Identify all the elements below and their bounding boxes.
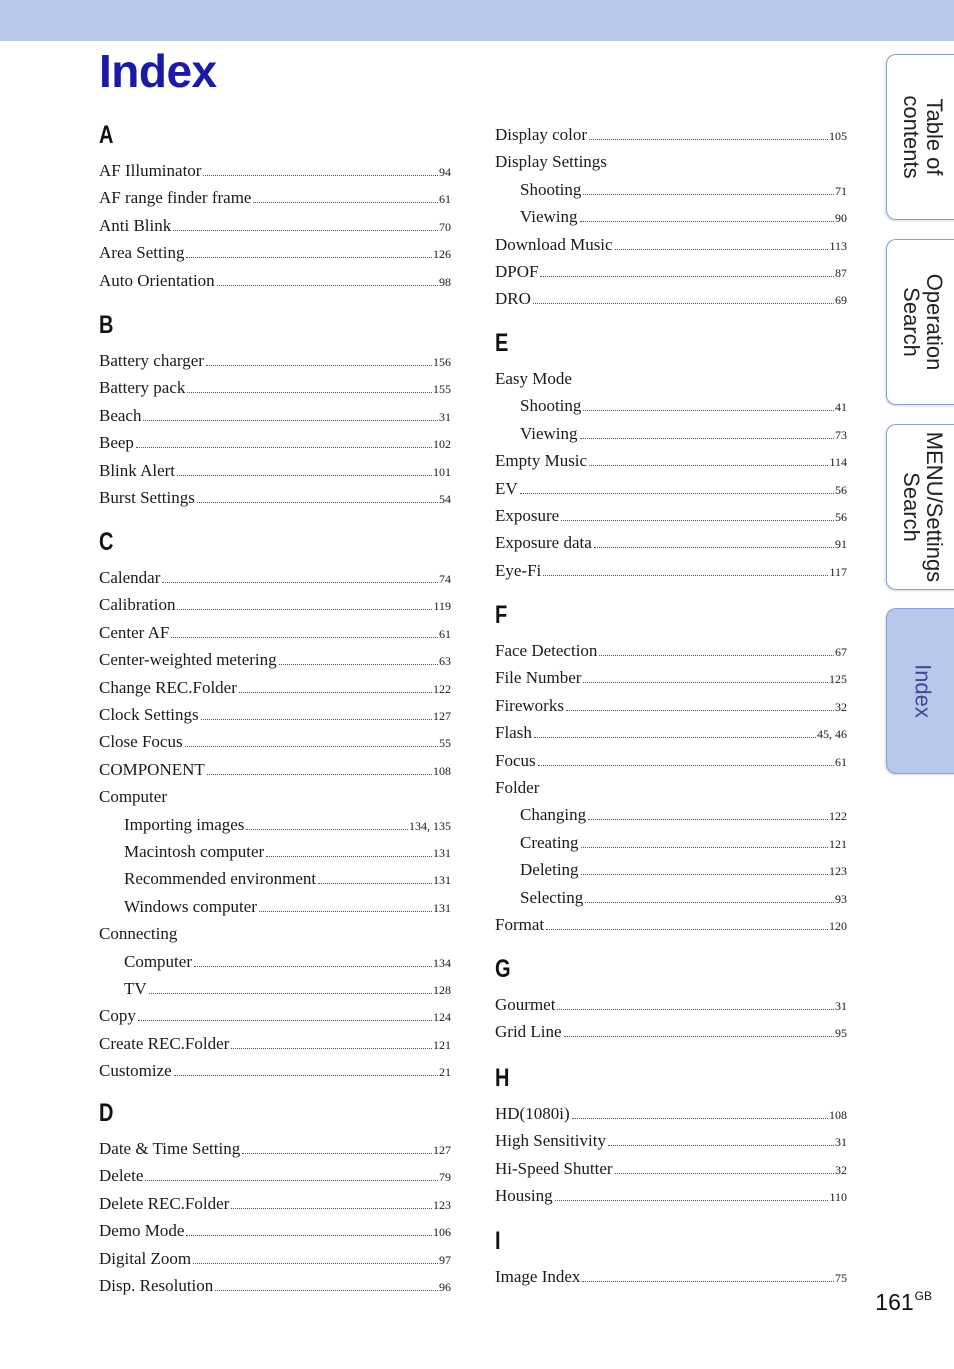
index-letter-heading: F <box>495 601 508 629</box>
index-entry-term: Selecting <box>520 887 584 907</box>
index-entry-page[interactable]: 69 <box>835 293 847 308</box>
index-letter-heading: B <box>99 311 114 339</box>
leader-dots <box>203 175 438 176</box>
index-entry-page[interactable]: 122 <box>433 681 451 696</box>
leader-dots <box>540 276 834 277</box>
tab-menu-settings-search[interactable] <box>886 424 954 590</box>
index-letter-heading: A <box>99 121 114 149</box>
index-entry-term: Burst Settings <box>99 488 195 507</box>
leader-dots <box>217 285 438 286</box>
index-entry-page[interactable]: 55 <box>439 736 451 751</box>
index-entry-term: Battery pack <box>99 378 186 398</box>
index-entry-term: Hi-Speed Shutter <box>495 1158 613 1178</box>
leader-dots <box>215 1290 438 1291</box>
index-entry-page[interactable]: 67 <box>835 645 847 659</box>
leader-dots <box>546 929 828 930</box>
index-entry[interactable] <box>495 695 847 717</box>
index-entry-page[interactable]: 117 <box>829 564 847 579</box>
page-number <box>875 1289 932 1316</box>
index-entry-term: Display color <box>495 125 588 144</box>
index-entry-term: Eye-Fi <box>495 560 542 580</box>
index-entry-page[interactable]: 56 <box>835 482 847 497</box>
index-letter-heading: C <box>99 528 114 556</box>
index-subentry[interactable] <box>124 841 451 863</box>
index-entry-page[interactable]: 122 <box>829 809 847 824</box>
index-entry-term: Deleting <box>520 860 579 880</box>
index-subentry[interactable] <box>520 804 847 826</box>
index-subentry[interactable] <box>520 423 847 445</box>
leader-dots <box>177 475 432 476</box>
leader-dots <box>149 993 432 994</box>
index-entry-page[interactable]: 74 <box>439 572 451 586</box>
index-entry-term: HD(1080i) <box>495 1104 570 1123</box>
tab-operation-search[interactable] <box>886 239 954 405</box>
index-entry-page[interactable]: 101 <box>433 464 451 479</box>
leader-dots <box>186 1235 432 1236</box>
index-entry-term: Recommended environment <box>124 869 317 889</box>
index-entry-page[interactable]: 134, 135 <box>409 818 451 833</box>
index-subentry[interactable] <box>124 978 451 1000</box>
index-subentry[interactable] <box>124 868 451 890</box>
index-entry <box>495 368 847 390</box>
leader-dots <box>318 883 432 884</box>
index-entry[interactable] <box>495 640 847 662</box>
index-entry[interactable] <box>99 594 451 616</box>
leader-dots <box>615 1173 834 1174</box>
index-entry-term: AF Illuminator <box>99 161 202 180</box>
index-entry-page[interactable]: 70 <box>439 219 451 234</box>
index-letter-heading: D <box>99 1099 114 1127</box>
index-entry-page[interactable]: 106 <box>433 1225 451 1240</box>
index-entry-page[interactable]: 94 <box>439 165 451 179</box>
index-subentry[interactable] <box>124 951 451 973</box>
index-entry-term: Creating <box>520 832 579 852</box>
index-entry-page[interactable]: 71 <box>835 183 847 198</box>
index-entry[interactable] <box>99 377 451 399</box>
index-entry-page[interactable]: 21 <box>439 1065 451 1080</box>
index-entry-page[interactable]: 108 <box>433 763 451 778</box>
index-entry-term: Housing <box>495 1186 553 1206</box>
index-entry-page[interactable]: 131 <box>433 846 451 860</box>
leader-dots <box>583 682 828 683</box>
leader-dots <box>585 902 834 903</box>
leader-dots <box>534 737 816 738</box>
index-entry <box>99 786 451 808</box>
index-entry-page[interactable]: 31 <box>835 999 847 1013</box>
index-entry <box>99 923 451 945</box>
leader-dots <box>162 582 438 583</box>
index-entry[interactable] <box>495 478 847 500</box>
side-tab-label: MENU/Settings Search <box>898 431 947 583</box>
index-entry-page[interactable]: 32 <box>835 699 847 714</box>
index-entry-term: AF range finder frame <box>99 188 252 208</box>
leader-dots <box>194 966 432 967</box>
page-number-value: 161 <box>875 1289 914 1315</box>
leader-dots <box>242 1153 432 1154</box>
index-entry[interactable] <box>495 994 847 1016</box>
index-entry-term: Format <box>495 915 545 934</box>
index-entry[interactable] <box>99 160 451 182</box>
leader-dots <box>589 465 828 466</box>
index-entry-term: Delete <box>99 1166 144 1186</box>
leader-dots <box>246 829 408 830</box>
leader-dots <box>177 609 432 610</box>
side-tab-label: Operation Search <box>898 273 947 371</box>
leader-dots <box>193 1263 438 1264</box>
index-entry-term: Face Detection <box>495 641 598 660</box>
index-entry-page[interactable]: 56 <box>835 510 847 524</box>
index-entry-term: Date & Time Setting <box>99 1139 241 1158</box>
leader-dots <box>608 1145 834 1146</box>
index-entry-page[interactable]: 102 <box>433 437 451 452</box>
index-entry-page[interactable]: 93 <box>835 891 847 906</box>
leader-dots <box>615 249 829 250</box>
index-entry[interactable] <box>495 450 847 472</box>
index-entry-page[interactable]: 63 <box>439 654 451 669</box>
index-entry[interactable] <box>99 1248 451 1270</box>
index-entry-term: Computer <box>124 951 192 971</box>
index-entry-page[interactable]: 61 <box>835 754 847 769</box>
index-entry-term: Changing <box>520 805 587 825</box>
leader-dots <box>143 420 438 421</box>
leader-dots <box>580 438 834 439</box>
index-entry[interactable] <box>99 704 451 726</box>
index-entry[interactable] <box>99 1220 451 1242</box>
leader-dots <box>197 502 438 503</box>
index-entry-page[interactable]: 97 <box>439 1252 451 1267</box>
index-entry-term: Download Music <box>495 234 613 254</box>
leader-dots <box>231 1208 432 1209</box>
index-entry[interactable] <box>99 187 451 209</box>
index-entry-page[interactable]: 119 <box>433 599 451 614</box>
side-tab-label: Table of contents <box>898 95 947 179</box>
index-entry-page[interactable]: 54 <box>439 492 451 506</box>
index-letter-heading: I <box>495 1227 501 1255</box>
index-entry-page[interactable]: 32 <box>835 1162 847 1177</box>
leader-dots <box>583 194 834 195</box>
index-entry-term: Windows computer <box>124 896 257 916</box>
leader-dots <box>566 710 834 711</box>
index-subentry[interactable] <box>520 206 847 228</box>
index-entry-term: Copy <box>99 1006 136 1026</box>
index-entry[interactable] <box>495 288 847 310</box>
leader-dots <box>589 139 828 140</box>
index-entry-page[interactable]: 113 <box>829 238 847 253</box>
leader-dots <box>138 1020 432 1021</box>
index-entry-term: Anti Blink <box>99 215 172 235</box>
index-entry[interactable] <box>495 667 847 689</box>
leader-dots <box>279 664 438 665</box>
index-entry-page[interactable]: 121 <box>433 1037 451 1052</box>
index-entry-term: Macintosh computer <box>124 842 265 861</box>
index-entry-page[interactable]: 127 <box>433 1143 451 1157</box>
leader-dots <box>520 493 834 494</box>
leader-dots <box>580 221 834 222</box>
index-entry-page[interactable]: 108 <box>829 1108 847 1122</box>
index-entry-term: Center AF <box>99 622 170 642</box>
leader-dots <box>231 1048 432 1049</box>
leader-dots <box>555 1200 829 1201</box>
leader-dots <box>599 655 834 656</box>
index-entry[interactable] <box>99 460 451 482</box>
index-entry-term: Area Setting <box>99 243 185 263</box>
index-entry <box>495 777 847 799</box>
index-entry-term: Computer <box>99 787 167 807</box>
index-entry-term: Center-weighted metering <box>99 650 277 670</box>
index-subentry[interactable] <box>520 832 847 854</box>
index-letter-heading: E <box>495 329 509 357</box>
index-entry-term: Calibration <box>99 595 176 615</box>
index-entry-term: Beach <box>99 405 142 425</box>
index-entry-page[interactable]: 128 <box>433 983 451 997</box>
header-bar <box>0 0 954 41</box>
index-subentry[interactable] <box>124 814 451 836</box>
index-subentry[interactable] <box>520 887 847 909</box>
index-entry[interactable] <box>99 405 451 427</box>
index-entry-page[interactable]: 134 <box>433 955 451 970</box>
leader-dots <box>239 692 432 693</box>
index-entry[interactable] <box>495 1103 847 1125</box>
leader-dots <box>201 719 432 720</box>
leader-dots <box>173 230 438 231</box>
index-entry[interactable] <box>99 1033 451 1055</box>
index-entry[interactable] <box>495 1158 847 1180</box>
index-entry-term: Viewing <box>520 423 578 443</box>
index-entry-page[interactable]: 123 <box>433 1197 451 1212</box>
leader-dots <box>206 365 432 366</box>
index-entry[interactable] <box>99 1138 451 1160</box>
index-entry[interactable] <box>99 215 451 237</box>
index-entry[interactable] <box>495 234 847 256</box>
index-entry-term: Disp. Resolution <box>99 1276 214 1295</box>
index-entry-page[interactable]: 121 <box>829 836 847 851</box>
index-entry[interactable] <box>99 1193 451 1215</box>
index-entry-term: Connecting <box>99 924 178 944</box>
index-entry-page[interactable]: 31 <box>439 409 451 424</box>
index-entry-term: Demo Mode <box>99 1221 185 1241</box>
index-entry-term: Easy Mode <box>495 369 572 388</box>
index-letter-heading: H <box>495 1064 510 1092</box>
index-entry-page[interactable]: 61 <box>439 192 451 207</box>
index-entry[interactable] <box>495 505 847 527</box>
index-entry-page[interactable]: 127 <box>433 709 451 723</box>
leader-dots <box>266 856 432 857</box>
index-entry-page[interactable]: 131 <box>433 900 451 915</box>
leader-dots <box>207 774 432 775</box>
index-entry[interactable] <box>495 532 847 554</box>
index-entry-term: Exposure data <box>495 533 592 553</box>
index-entry-term: EV <box>495 478 518 498</box>
leader-dots <box>185 746 438 747</box>
index-entry-page[interactable]: 131 <box>433 873 451 888</box>
index-entry-page[interactable]: 79 <box>439 1170 451 1185</box>
index-entry-term: Display Settings <box>495 152 607 172</box>
index-entry[interactable] <box>495 261 847 283</box>
index-subentry[interactable] <box>124 896 451 918</box>
index-entry[interactable] <box>495 560 847 582</box>
index-entry-term: Beep <box>99 433 134 453</box>
index-entry-term: Blink Alert <box>99 460 176 480</box>
index-entry-page[interactable]: 73 <box>835 427 847 442</box>
index-entry[interactable] <box>99 270 451 292</box>
leader-dots <box>561 520 834 521</box>
index-entry-page[interactable]: 31 <box>835 1135 847 1150</box>
leader-dots <box>564 1036 834 1037</box>
leader-dots <box>171 637 438 638</box>
index-entry-term: High Sensitivity <box>495 1131 606 1151</box>
index-entry-page[interactable]: 95 <box>835 1026 847 1041</box>
index-entry[interactable] <box>99 1060 451 1082</box>
leader-dots <box>543 575 828 576</box>
index-entry[interactable] <box>99 350 451 372</box>
index-entry[interactable] <box>495 914 847 936</box>
index-entry[interactable] <box>495 1266 847 1288</box>
index-entry-page[interactable]: 96 <box>439 1280 451 1294</box>
leader-dots <box>583 410 834 411</box>
index-entry-page[interactable]: 123 <box>829 864 847 879</box>
index-entry-term: Importing images <box>124 814 245 834</box>
index-entry-term: DRO <box>495 289 531 309</box>
index-entry-term: Close Focus <box>99 732 183 752</box>
index-entry[interactable] <box>99 567 451 589</box>
index-entry[interactable] <box>495 1021 847 1043</box>
index-entry-term: Digital Zoom <box>99 1248 192 1268</box>
leader-dots <box>557 1009 834 1010</box>
index-entry-term: Calendar <box>99 568 161 587</box>
index-entry-term: Change REC.Folder <box>99 677 237 697</box>
index-entry-term: Flash <box>495 723 532 743</box>
index-entry[interactable] <box>99 1165 451 1187</box>
index-subentry[interactable] <box>520 859 847 881</box>
leader-dots <box>186 257 432 258</box>
index-entry[interactable] <box>495 722 847 744</box>
index-entry[interactable] <box>99 432 451 454</box>
leader-dots <box>145 1180 438 1181</box>
index-entry-term: Shooting <box>520 179 582 199</box>
index-subentry[interactable] <box>520 179 847 201</box>
tab-index[interactable] <box>886 608 954 774</box>
leader-dots <box>594 547 834 548</box>
index-entry[interactable] <box>99 487 451 509</box>
index-entry-term: Focus <box>495 750 536 770</box>
index-entry-page[interactable]: 91 <box>835 537 847 552</box>
index-entry[interactable] <box>99 759 451 781</box>
index-entry[interactable] <box>99 677 451 699</box>
index-entry-term: COMPONENT <box>99 759 205 779</box>
index-entry[interactable] <box>99 242 451 264</box>
index-letter-heading: G <box>495 955 511 983</box>
index-entry[interactable] <box>495 1185 847 1207</box>
leader-dots <box>136 447 432 448</box>
index-entry-page[interactable]: 105 <box>829 129 847 143</box>
leader-dots <box>581 874 828 875</box>
index-entry-page[interactable]: 156 <box>433 355 451 369</box>
leader-dots <box>259 911 432 912</box>
index-entry-page[interactable]: 87 <box>835 266 847 280</box>
tab-table-of-contents[interactable] <box>886 54 954 220</box>
index-entry-page[interactable]: 124 <box>433 1010 451 1025</box>
index-entry[interactable] <box>99 649 451 671</box>
index-entry-term: Viewing <box>520 207 578 227</box>
index-entry-term: Image Index <box>495 1267 581 1286</box>
index-entry[interactable] <box>99 622 451 644</box>
leader-dots <box>187 392 432 393</box>
leader-dots <box>538 765 834 766</box>
index-entry[interactable] <box>495 750 847 772</box>
index-entry-term: Delete REC.Folder <box>99 1193 230 1213</box>
side-tab-label: Index <box>910 664 935 718</box>
index-entry-term: Create REC.Folder <box>99 1033 230 1053</box>
index-entry[interactable] <box>495 124 847 146</box>
index-subentry[interactable] <box>520 395 847 417</box>
index-entry[interactable] <box>99 1275 451 1297</box>
index-entry-page[interactable]: 45, 46 <box>817 727 847 742</box>
leader-dots <box>588 819 828 820</box>
index-entry-term: Fireworks <box>495 695 564 715</box>
index-entry-term: Grid Line <box>495 1022 562 1042</box>
index-entry-term: Folder <box>495 778 540 797</box>
page-title: Index <box>99 45 217 97</box>
index-entry[interactable] <box>99 731 451 753</box>
index-entry-term: DPOF <box>495 262 539 281</box>
index-entry-term: Clock Settings <box>99 705 199 724</box>
leader-dots <box>174 1075 438 1076</box>
leader-dots <box>572 1118 828 1119</box>
index-entry-term: Auto Orientation <box>99 270 215 290</box>
index-entry-term: Exposure <box>495 506 560 525</box>
index-entry-page[interactable]: 114 <box>829 455 847 470</box>
leader-dots <box>253 202 438 203</box>
index-entry-page[interactable]: 41 <box>835 400 847 415</box>
index-entry-page[interactable]: 98 <box>439 274 451 289</box>
index-entry-page[interactable]: 155 <box>433 382 451 397</box>
index-entry-term: Customize <box>99 1061 172 1081</box>
index-entry-page[interactable]: 90 <box>835 211 847 226</box>
index-entry-page[interactable]: 125 <box>829 672 847 687</box>
index-entry-term: Battery charger <box>99 351 204 370</box>
index-entry-page[interactable]: 110 <box>829 1190 847 1205</box>
index-entry-term: Empty Music <box>495 451 588 471</box>
page-number-suffix: GB <box>914 1289 932 1303</box>
index-entry <box>495 151 847 173</box>
index-entry-term: Shooting <box>520 396 582 416</box>
index-entry[interactable] <box>99 1005 451 1027</box>
leader-dots <box>582 1281 834 1282</box>
index-entry-page[interactable]: 75 <box>835 1271 847 1285</box>
index-entry-page[interactable]: 120 <box>829 919 847 933</box>
index-entry-term: File Number <box>495 668 582 688</box>
leader-dots <box>533 303 834 304</box>
index-entry-page[interactable]: 61 <box>439 626 451 641</box>
leader-dots <box>581 847 828 848</box>
index-entry[interactable] <box>495 1130 847 1152</box>
index-entry-term: Gourmet <box>495 995 556 1014</box>
index-entry-term: TV <box>124 979 147 998</box>
index-entry-page[interactable]: 126 <box>433 247 451 262</box>
